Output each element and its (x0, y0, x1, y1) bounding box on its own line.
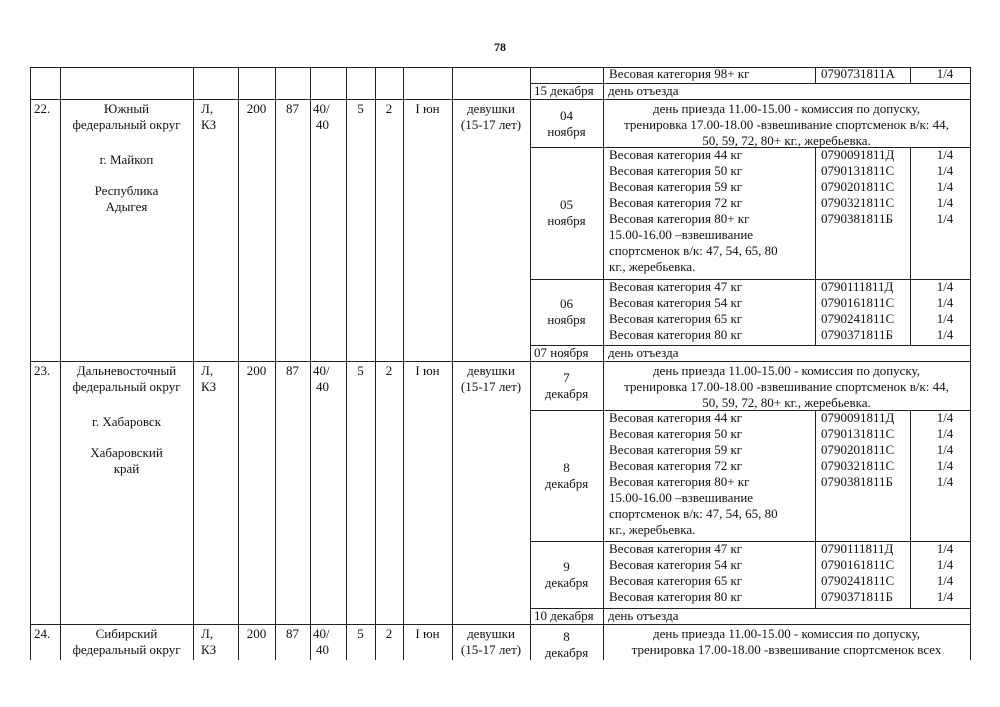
sport-rank: I юн (415, 363, 440, 378)
column-divider (815, 279, 816, 345)
arrival-description: день приезда 11.00-15.00 - комиссия по допуску, (652, 101, 921, 116)
category-code: 0790131811С (821, 426, 895, 441)
page-number: 78 (494, 40, 506, 54)
row-23-top-border (30, 361, 970, 362)
weigh-in-note: кг., жеребьевка. (609, 522, 696, 537)
category-share: 1/4 (936, 426, 954, 441)
category-code: 0790131811С (821, 163, 895, 178)
column-divider (815, 147, 816, 279)
column-divider (910, 67, 911, 83)
arrival-month: декабря (544, 645, 589, 660)
competition-month: ноября (547, 213, 586, 228)
weight-category-name: Весовая категория 65 кг (609, 573, 743, 588)
row-divider (530, 279, 970, 280)
district-name: федеральный округ (72, 117, 181, 132)
row-divider (530, 608, 970, 609)
category-code: 0790321811С (821, 195, 895, 210)
row-divider (530, 83, 970, 84)
category-share: 1/4 (936, 474, 954, 489)
arrival-description: день приезда 11.00-15.00 - комиссия по допуску, (652, 363, 921, 378)
column-divider (193, 67, 194, 660)
col-value-2: 2 (385, 363, 393, 378)
program-code: КЗ (201, 117, 217, 132)
category-share: 1/4 (936, 442, 954, 457)
category-share: 1/4 (936, 589, 954, 604)
col-value-5: 5 (357, 101, 364, 116)
col-value-87: 87 (286, 363, 299, 378)
weight-category-name: Весовая категория 44 кг (609, 410, 743, 425)
row-number: 22. (34, 101, 51, 116)
category-code: 0790241811С (821, 311, 895, 326)
arrival-month: ноября (547, 124, 586, 139)
district-name: федеральный округ (72, 642, 181, 657)
col-value-40: 40/ (313, 101, 330, 116)
arrival-description: 50, 59, 72, 80+ кг., жеребьевка. (702, 133, 871, 148)
category-share: 1/4 (936, 327, 954, 342)
col-value-40: 40 (316, 642, 329, 657)
arrival-description: тренировка 17.00-18.00 -взвешивание спортсменок в/к: 44, (624, 379, 949, 394)
category-share: 1/4 (936, 541, 954, 556)
arrival-description: тренировка 17.00-18.00 -взвешивание спортсменок в/к: 44, (624, 117, 949, 132)
row-24-top-border (30, 624, 970, 625)
arrival-day: 04 (560, 108, 573, 123)
weight-category-name: Весовая категория 47 кг (609, 279, 743, 294)
district-name: Сибирский (95, 626, 158, 641)
weight-category-name: Весовая категория 59 кг (609, 179, 743, 194)
row-divider (530, 345, 970, 346)
program-code: КЗ (201, 379, 217, 394)
category-share: 1/4 (936, 557, 954, 572)
category-code: 0790111811Д (821, 541, 894, 556)
category-code: 0790161811С (821, 295, 895, 310)
arrival-description: 50, 59, 72, 80+ кг., жеребьевка. (702, 395, 871, 410)
age-group: девушки (467, 626, 515, 641)
arrival-day: 8 (563, 629, 570, 644)
weight-category-name: Весовая категория 65 кг (609, 311, 743, 326)
weight-category-name: Весовая категория 50 кг (609, 426, 743, 441)
competition-day: 05 (560, 197, 573, 212)
age-group: девушки (467, 101, 515, 116)
category-share: 1/4 (936, 458, 954, 473)
competition-month: декабря (544, 574, 589, 590)
category-code: 0790111811Д (821, 279, 894, 294)
competition-day: 9 (563, 558, 570, 574)
category-code: 0790201811С (821, 179, 895, 194)
category-code: 0790321811С (821, 458, 895, 473)
weigh-in-note: спортсменок в/к: 47, 54, 65, 80 (609, 243, 778, 258)
weight-category-name: Весовая категория 59 кг (609, 442, 743, 457)
column-divider (910, 410, 911, 541)
program-code: Л, (201, 626, 214, 641)
departure-date: 07 ноября (534, 345, 589, 360)
district-name: Дальневосточный (76, 363, 177, 378)
arrival-description: тренировка 17.00-18.00 -взвешивание спортсменок всех (631, 642, 942, 657)
program-code: КЗ (201, 642, 217, 657)
weight-category-name: Весовая категория 54 кг (609, 295, 743, 310)
col-value-200: 200 (246, 363, 267, 378)
column-divider (310, 67, 311, 660)
weight-category-name: Весовая категория 80+ кг (609, 211, 750, 226)
column-divider (910, 279, 911, 345)
arrival-month: декабря (544, 386, 589, 401)
category-share: 1/4 (936, 66, 954, 81)
row-divider (530, 147, 603, 148)
category-share: 1/4 (936, 410, 954, 425)
competition-month: декабря (544, 475, 589, 491)
weight-category-name: Весовая категория 54 кг (609, 557, 743, 572)
row-divider (530, 410, 603, 411)
weight-category-name: Весовая категория 80 кг (609, 327, 743, 342)
age-group: девушки (467, 363, 515, 378)
weight-category-name: Весовая категория 80+ кг (609, 474, 750, 489)
arrival-description: день приезда 11.00-15.00 - комиссия по допуску, (652, 626, 921, 641)
category-share: 1/4 (936, 211, 954, 226)
column-divider (815, 541, 816, 608)
category-code: 0790381811Б (821, 211, 893, 226)
col-value-87: 87 (286, 101, 299, 116)
program-code: Л, (201, 101, 214, 116)
region-name: Республика (94, 183, 159, 198)
departure-label: день отъезда (608, 345, 679, 360)
col-value-5: 5 (357, 626, 364, 641)
region-name: край (113, 461, 140, 476)
weigh-in-note: 15.00-16.00 –взвешивание (609, 490, 754, 505)
row-divider (530, 541, 970, 542)
city-name: г. Хабаровск (91, 414, 162, 429)
weight-category-name: Весовая категория 80 кг (609, 589, 743, 604)
col-value-2: 2 (385, 626, 393, 641)
category-code: 0790201811С (821, 442, 895, 457)
category-code: 0790091811Д (821, 410, 895, 425)
arrival-day: 7 (563, 370, 570, 385)
col-value-40: 40/ (313, 363, 330, 378)
category-share: 1/4 (936, 573, 954, 588)
region-name: Адыгея (105, 199, 148, 214)
age-group: (15-17 лет) (460, 379, 522, 394)
district-name: Южный (103, 101, 150, 116)
row-number: 24. (34, 626, 51, 641)
row-22-top-border (30, 99, 970, 100)
program-code: Л, (201, 363, 214, 378)
weight-category-name: Весовая категория 50 кг (609, 163, 743, 178)
column-divider (815, 67, 816, 83)
departure-date: 10 декабря (534, 608, 594, 623)
age-group: (15-17 лет) (460, 642, 522, 657)
col-value-200: 200 (246, 101, 267, 116)
weight-category-name: Весовая категория 98+ кг (609, 66, 750, 81)
column-divider (910, 147, 911, 279)
category-share: 1/4 (936, 295, 954, 310)
col-value-200: 200 (246, 626, 267, 641)
competition-day: 8 (563, 459, 570, 475)
weight-category-name: Весовая категория 47 кг (609, 541, 743, 556)
weight-category-name: Весовая категория 72 кг (609, 195, 743, 210)
category-code: 0790371811Б (821, 327, 893, 342)
category-share: 1/4 (936, 195, 954, 210)
sport-rank: I юн (415, 626, 440, 641)
category-code: 0790091811Д (821, 147, 895, 162)
column-divider (970, 67, 971, 660)
category-share: 1/4 (936, 311, 954, 326)
departure-date: 15 декабря (534, 83, 594, 98)
departure-label: день отъезда (608, 608, 679, 623)
weight-category-name: Весовая категория 44 кг (609, 147, 743, 162)
weigh-in-note: спортсменок в/к: 47, 54, 65, 80 (609, 506, 778, 521)
col-value-87: 87 (286, 626, 299, 641)
col-value-5: 5 (357, 363, 364, 378)
col-value-40: 40 (316, 117, 329, 132)
category-code: 0790381811Б (821, 474, 893, 489)
category-code: 0790371811Б (821, 589, 893, 604)
region-name: Хабаровский (90, 445, 163, 460)
column-divider (815, 410, 816, 541)
col-value-2: 2 (385, 101, 393, 116)
category-share: 1/4 (936, 179, 954, 194)
category-code: 0790161811С (821, 557, 895, 572)
competition-month: ноября (547, 312, 586, 327)
age-group: (15-17 лет) (460, 117, 522, 132)
competition-day: 06 (560, 296, 573, 311)
col-value-40: 40 (316, 379, 329, 394)
weight-category-name: Весовая категория 72 кг (609, 458, 743, 473)
district-name: федеральный округ (72, 379, 181, 394)
column-divider (30, 67, 31, 660)
city-name: г. Майкоп (99, 152, 154, 167)
category-share: 1/4 (936, 279, 954, 294)
weigh-in-note: 15.00-16.00 –взвешивание (609, 227, 754, 242)
category-code: 0790241811С (821, 573, 895, 588)
row-number: 23. (34, 363, 51, 378)
category-code: 0790731811А (821, 66, 895, 81)
col-value-40: 40/ (313, 626, 330, 641)
category-share: 1/4 (936, 163, 954, 178)
category-share: 1/4 (936, 147, 954, 162)
departure-label: день отъезда (608, 83, 679, 98)
weigh-in-note: кг., жеребьевка. (609, 259, 696, 274)
sport-rank: I юн (415, 101, 440, 116)
column-divider (910, 541, 911, 608)
